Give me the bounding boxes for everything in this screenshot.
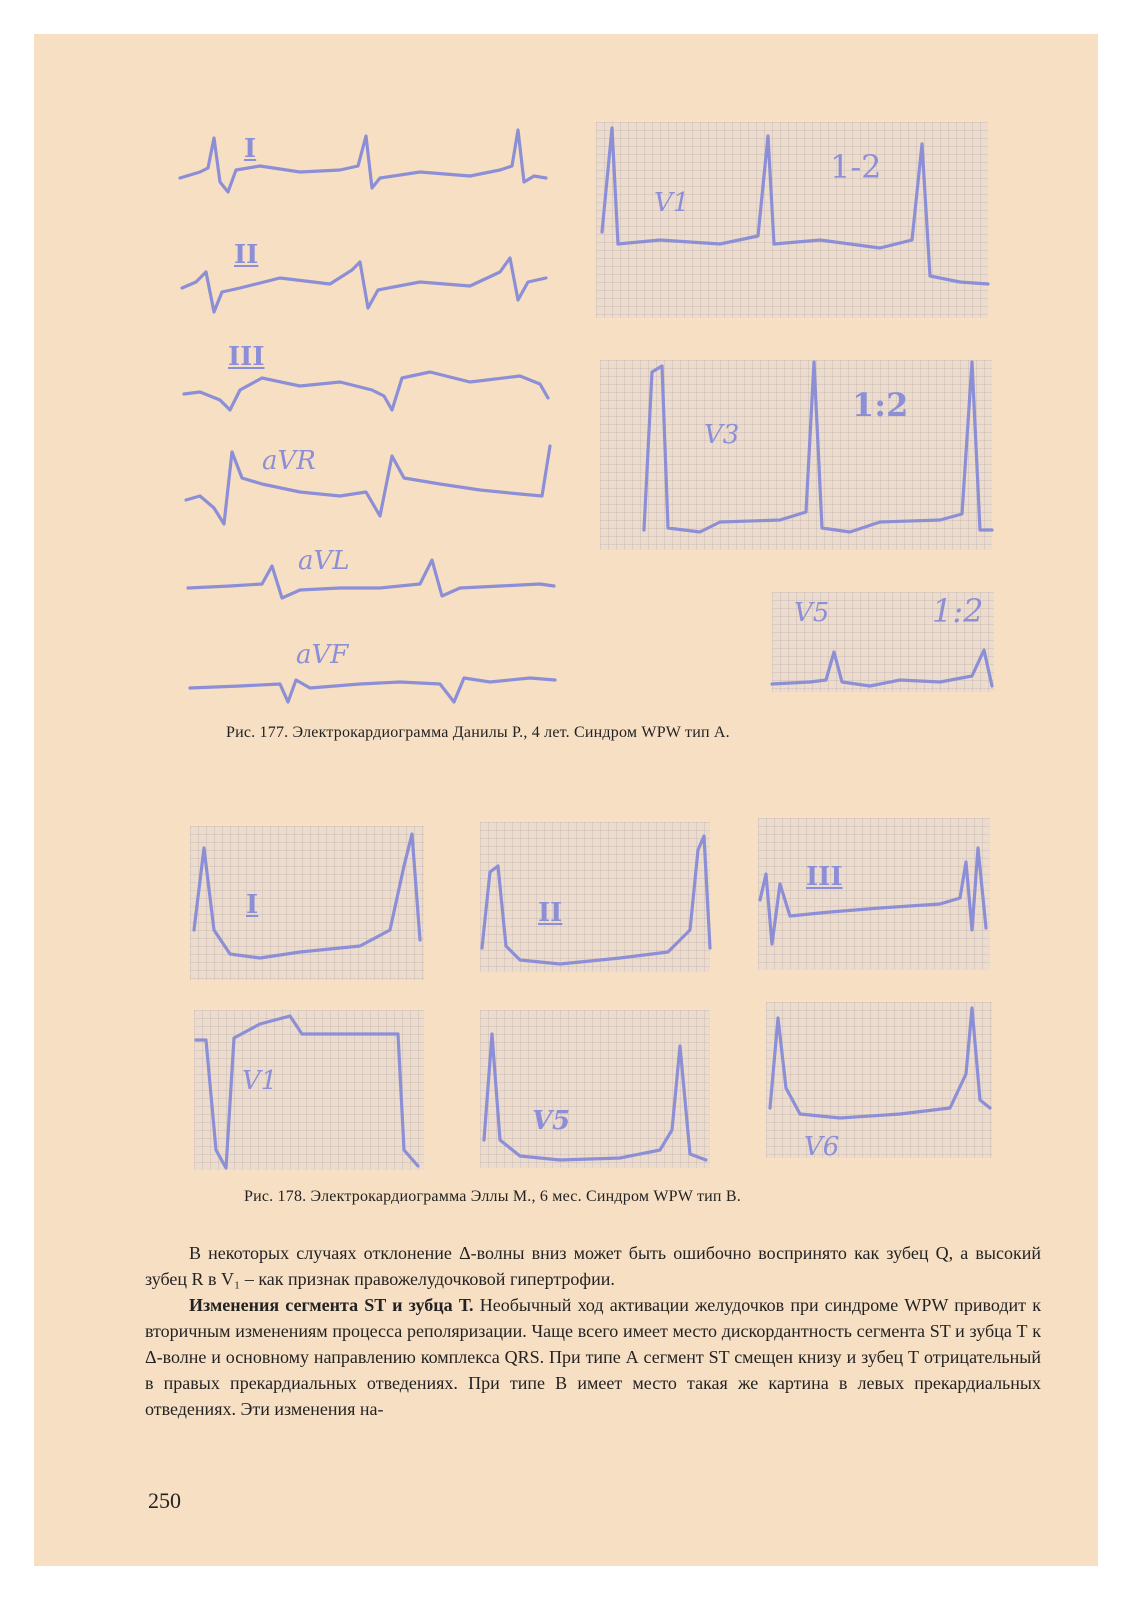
ratio-label-v1: 1-2 [830, 148, 882, 186]
lead-label-178-ii: II [538, 898, 563, 928]
lead-label-avl: aVL [298, 546, 350, 576]
paragraph-2 [145, 1292, 1041, 1422]
lead-label-178-iii: III [806, 862, 843, 892]
lead-label-v5: V5 [794, 598, 830, 628]
lead-label-v3: V3 [704, 420, 740, 450]
lead-label-178-v5: V5 [532, 1106, 571, 1136]
lead-label-178-i: I [246, 890, 259, 920]
lead-label-178-v1: V1 [242, 1066, 278, 1096]
page-number: 250 [148, 1488, 181, 1513]
paragraph-2-body: Необычный ход активации желудочков при синдроме WPW приводит к вторичным изменениям процесса реполяризации. Чаще всего имеет место дискордантность сегмента ST и зубца Т к Δ-волне и основному направлению комплекса QRS. При типе А сегмент ST смещен книзу и зубец Т отрицательный в правых прекардиальных отведениях. При типе В имеет место такая же картина в левых прекардиальных отведениях. Эти изменения на- [145, 1295, 1041, 1419]
lead-label-avr: aVR [262, 446, 316, 476]
body-text [145, 1240, 1041, 1422]
lead-label-ii: II [234, 240, 259, 270]
paragraph-2-heading: Изменения сегмента ST и зубца Т. [189, 1295, 474, 1315]
lead-label-iii: III [228, 342, 265, 372]
lead-label-avf: aVF [296, 640, 349, 670]
lead-label-v1: V1 [654, 188, 690, 218]
ratio-label-v5: 1:2 [932, 592, 984, 630]
lead-label-i: I [244, 134, 257, 164]
figure-177-caption: Рис. 177. Электрокардиограмма Данилы Р., 4 лет. Синдром WPW тип А. [226, 724, 730, 741]
ratio-label-v3: 1:2 [852, 386, 909, 424]
lead-label-178-v6: V6 [804, 1132, 840, 1162]
figure-178-caption: Рис. 178. Электрокардиограмма Эллы М., 6 мес. Синдром WPW тип В. [244, 1188, 741, 1205]
paragraph-1: В некоторых случаях отклонение Δ-волны вниз может быть ошибочно воспринято как зубец Q, а высокий зубец R в V₁ – как признак правожелудочковой гипертрофии. [145, 1243, 1041, 1289]
